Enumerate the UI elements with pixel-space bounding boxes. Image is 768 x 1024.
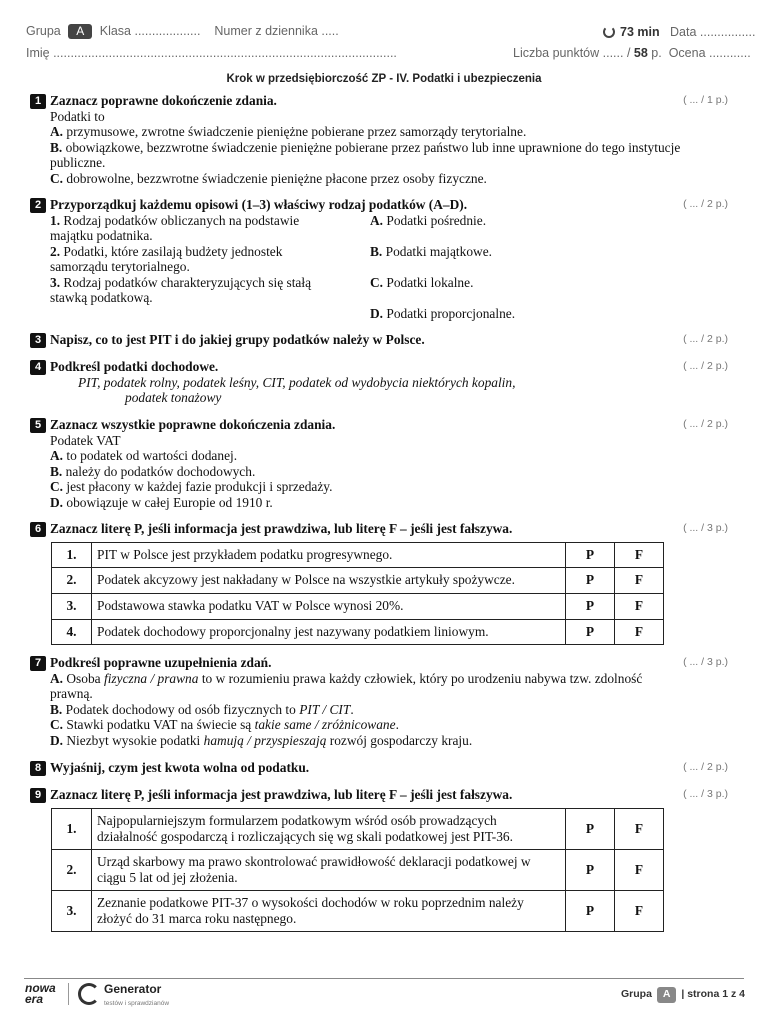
option-c[interactable] [50, 479, 730, 495]
sentence-text: rozwój gospodarczy kraju. [329, 732, 473, 748]
clock-icon [603, 26, 615, 38]
option-text: dobrowolne, bezzwrotne świadczenie pieniężne płacone przez osoby fizyczne. [66, 170, 487, 186]
task-number: 1 [30, 94, 46, 109]
option-d[interactable] [50, 495, 730, 511]
generator-logo-icon [78, 983, 100, 1005]
true-option[interactable]: P [566, 567, 615, 593]
option-text: przymusowe, zwrotne świadczenie pieniężne pobierane przez samorządy terytorialne. [66, 124, 527, 139]
type-c [370, 275, 670, 291]
true-option[interactable]: P [566, 619, 615, 644]
type-text: Podatki majątkowe. [385, 243, 493, 259]
description-3 [50, 275, 345, 306]
option-text: to podatek od wartości dodanej. [66, 448, 238, 463]
footer-group-label: Grupa [621, 988, 652, 1000]
option-a[interactable] [50, 124, 730, 140]
task-7 [30, 655, 730, 748]
generator-logo-subtitle: testów i sprawdzianów [104, 1000, 170, 1007]
choice-options[interactable]: takie same / zróżnicowane [254, 717, 396, 732]
row-statement: Najpopularniejszym formularzem podatkowym wśród osób prowadzących działalność gospodarczą i rozliczających się wg skali podatkowej jest PIT-36. [92, 808, 566, 849]
type-text: Podatki proporcjonalne. [386, 305, 516, 321]
task-2 [30, 197, 730, 321]
task-6 [30, 521, 730, 645]
description-text: Rodzaj podatków obliczanych na podstawie majątku podatnika. [50, 212, 300, 243]
task-points: ( ... / 1 p.) [683, 94, 728, 106]
task-question: Zaznacz wszystkie poprawne dokończenia zdania. [50, 417, 336, 432]
task-points: ( ... / 2 p.) [683, 418, 728, 430]
row-number: 1. [52, 542, 92, 567]
option-a[interactable] [50, 448, 730, 464]
option-text: należy do podatków dochodowych. [65, 463, 256, 479]
task-question: Podkreśl poprawne uzupełnienia zdań. [50, 655, 272, 670]
false-option[interactable]: F [615, 542, 664, 567]
option-letter: A. [50, 124, 64, 139]
table-row [52, 567, 664, 593]
task-points: ( ... / 3 p.) [683, 522, 728, 534]
option-letter: B. [50, 463, 63, 479]
description-text: Podatki, które zasilają budżety jednostek samorządu terytorialnego. [50, 243, 283, 274]
task-points: ( ... / 2 p.) [683, 360, 728, 372]
description-text: Rodzaj podatków charakteryzujących się stałą stawką podatkową. [50, 274, 312, 305]
task-8 [30, 760, 730, 776]
type-letter: B. [370, 243, 383, 259]
true-option[interactable]: P [566, 542, 615, 567]
option-b[interactable] [50, 464, 730, 480]
task-intro: Podatki to [50, 108, 105, 124]
type-letter: C. [370, 274, 384, 290]
row-statement: PIT w Polsce jest przykładem podatku progresywnego. [92, 542, 566, 567]
task-number: 9 [30, 788, 46, 803]
sentence-text: Osoba [66, 670, 101, 686]
row-statement: Podatek akcyzowy jest nakładany w Polsce na wszystkie artykuły spożywcze. [92, 567, 566, 593]
type-text: Podatki pośrednie. [386, 212, 487, 228]
page-info [621, 987, 745, 1003]
false-option[interactable]: F [615, 849, 664, 890]
class-field[interactable]: Klasa ................... [99, 24, 201, 38]
row-statement: Urząd skarbowy ma prawo skontrolować prawidłowość deklaracji podatkowej w ciągu 5 lat od jej złożenia. [92, 849, 566, 890]
generator-logo-text: Generator [104, 982, 162, 996]
option-letter: C. [50, 170, 64, 186]
true-false-table [51, 542, 664, 645]
sentence-b [50, 702, 730, 718]
task-number: 2 [30, 198, 46, 213]
description-number: 2. [50, 243, 61, 259]
task-points: ( ... / 3 p.) [683, 656, 728, 668]
footer-divider [24, 978, 744, 979]
choice-options[interactable]: PIT / CIT [299, 701, 351, 717]
table-row [52, 890, 664, 931]
points-label[interactable]: Liczba punktów ...... / [513, 46, 631, 60]
option-letter: B. [50, 139, 63, 155]
true-option[interactable]: P [566, 849, 615, 890]
row-number: 4. [52, 619, 92, 644]
row-number: 3. [52, 890, 92, 931]
sentence-letter: D. [50, 732, 64, 748]
logo-text-nowa: nowa [25, 981, 56, 995]
sentence-text: Stawki podatku VAT na świecie są [66, 717, 252, 732]
type-text: Podatki lokalne. [386, 274, 474, 290]
task-1 [30, 93, 730, 186]
header-time [603, 25, 755, 41]
task-points: ( ... / 2 p.) [683, 761, 728, 773]
points-unit: p. [651, 46, 662, 60]
task-question: Podkreśl podatki dochodowe. [50, 359, 219, 374]
option-text: obowiązkowe, bezzwrotne świadczenie pieniężne pobierane przez państwo lub inne uprawnione do tego instytucje publiczne. [50, 139, 681, 170]
task-number: 8 [30, 761, 46, 776]
false-option[interactable]: F [615, 890, 664, 931]
row-number: 2. [52, 567, 92, 593]
sentence-text: . [350, 701, 354, 717]
table-row [52, 542, 664, 567]
false-option[interactable]: F [615, 567, 664, 593]
sentence-d [50, 733, 730, 749]
type-letter: A. [370, 212, 384, 228]
true-option[interactable]: P [566, 808, 615, 849]
description-number: 3. [50, 274, 61, 290]
task-question: Wyjaśnij, czym jest kwota wolna od podatku. [50, 760, 310, 775]
nowa-era-logo [25, 983, 56, 1005]
type-d [370, 306, 670, 322]
group-label: Grupa [26, 24, 61, 38]
sentence-letter: C. [50, 717, 64, 732]
header-points [513, 46, 751, 62]
footer-group-badge: A [657, 987, 677, 1003]
task-points: ( ... / 3 p.) [683, 788, 728, 800]
task-points: ( ... / 2 p.) [683, 333, 728, 345]
true-option[interactable]: P [566, 593, 615, 619]
task-question: Zaznacz literę P, jeśli informacja jest prawdziwa, lub literę F – jeśli jest fałszywa. [50, 787, 513, 802]
option-letter: D. [50, 494, 64, 510]
number-field[interactable]: Numer z dziennika ..... [214, 24, 339, 38]
row-number: 3. [52, 593, 92, 619]
sentence-text: to w rozumieniu prawa każdy człowiek, który po urodzeniu nabywa tzw. zdolność prawną. [50, 670, 643, 701]
task-question: Zaznacz literę P, jeśli informacja jest prawdziwa, lub literę F – jeśli jest fałszywa. [50, 521, 513, 536]
option-text: obowiązuje w całej Europie od 1910 r. [66, 494, 273, 510]
table-row [52, 593, 664, 619]
task-9 [30, 787, 730, 932]
task-number: 5 [30, 418, 46, 433]
true-false-table [51, 808, 664, 932]
task-number: 6 [30, 522, 46, 537]
logo-separator [68, 983, 69, 1005]
task-intro: Podatek VAT [50, 432, 121, 448]
option-text: jest płacony w każdej fazie produkcji i sprzedaży. [66, 479, 333, 494]
task-question: Przyporządkuj każdemu opisowi (1–3) właściwy rodzaj podatków (A–D). [50, 197, 468, 212]
page-number: | strona 1 z 4 [681, 988, 745, 1000]
type-a [370, 213, 670, 229]
date-field[interactable]: Data ................ [670, 25, 756, 39]
option-letter: A. [50, 448, 64, 463]
task-question: Zaznacz poprawne dokończenie zdania. [50, 93, 277, 108]
sentence-a [50, 671, 650, 702]
row-statement: Podstawowa stawka podatku VAT w Polsce wynosi 20%. [92, 593, 566, 619]
task-number: 3 [30, 333, 46, 348]
sentence-text: . [395, 717, 399, 732]
sentence-letter: A. [50, 670, 64, 686]
row-number: 2. [52, 849, 92, 890]
grade-field[interactable]: Ocena ............ [668, 46, 751, 60]
row-statement: Podatek dochodowy proporcjonalny jest nazywany podatkiem liniowym. [92, 619, 566, 644]
choice-options[interactable]: fizyczna / prawna [103, 670, 199, 686]
description-2 [50, 244, 335, 275]
task-3 [30, 332, 730, 348]
sentence-text: Niezbyt wysokie podatki [66, 732, 201, 748]
page-title: Krok w przedsiębiorczość ZP - IV. Podatki i ubezpieczenia [226, 73, 542, 85]
logo-text-era: era [25, 992, 44, 1006]
task-number: 4 [30, 360, 46, 375]
false-option[interactable]: F [615, 619, 664, 644]
tax-list-line-2[interactable]: podatek tonażowy [125, 390, 222, 405]
task-question: Napisz, co to jest PIT i do jakiej grupy podatków należy w Polsce. [50, 332, 425, 347]
false-option[interactable]: F [615, 593, 664, 619]
row-statement: Zeznanie podatkowe PIT-37 o wysokości dochodów w roku poprzednim należy złożyć do 31 marca roku następnego. [92, 890, 566, 931]
type-b [370, 244, 670, 260]
header-row-1 [26, 24, 339, 40]
sentence-text: Podatek dochodowy od osób fizycznych to [65, 701, 296, 717]
false-option[interactable]: F [615, 808, 664, 849]
task-4 [30, 359, 730, 406]
option-b[interactable] [50, 140, 690, 171]
option-c[interactable] [50, 171, 730, 187]
name-field[interactable]: Imię ................................................................................................... [26, 46, 397, 60]
sentence-c [50, 717, 730, 733]
table-row [52, 849, 664, 890]
true-option[interactable]: P [566, 890, 615, 931]
task-points: ( ... / 2 p.) [683, 198, 728, 210]
table-row [52, 619, 664, 644]
description-1 [50, 213, 335, 244]
table-row [52, 808, 664, 849]
option-letter: C. [50, 479, 64, 494]
choice-options[interactable]: hamują / przyspieszają [203, 732, 327, 748]
row-number: 1. [52, 808, 92, 849]
group-badge: A [68, 24, 92, 39]
type-letter: D. [370, 305, 384, 321]
sentence-letter: B. [50, 701, 63, 717]
points-max: 58 [633, 46, 648, 60]
description-number: 1. [50, 212, 61, 228]
tax-list-line-1[interactable]: PIT, podatek rolny, podatek leśny, CIT, podatek od wydobycia niektórych kopalin, [78, 374, 516, 390]
task-5 [30, 417, 730, 510]
task-number: 7 [30, 656, 46, 671]
time-value: 73 min [620, 25, 660, 39]
